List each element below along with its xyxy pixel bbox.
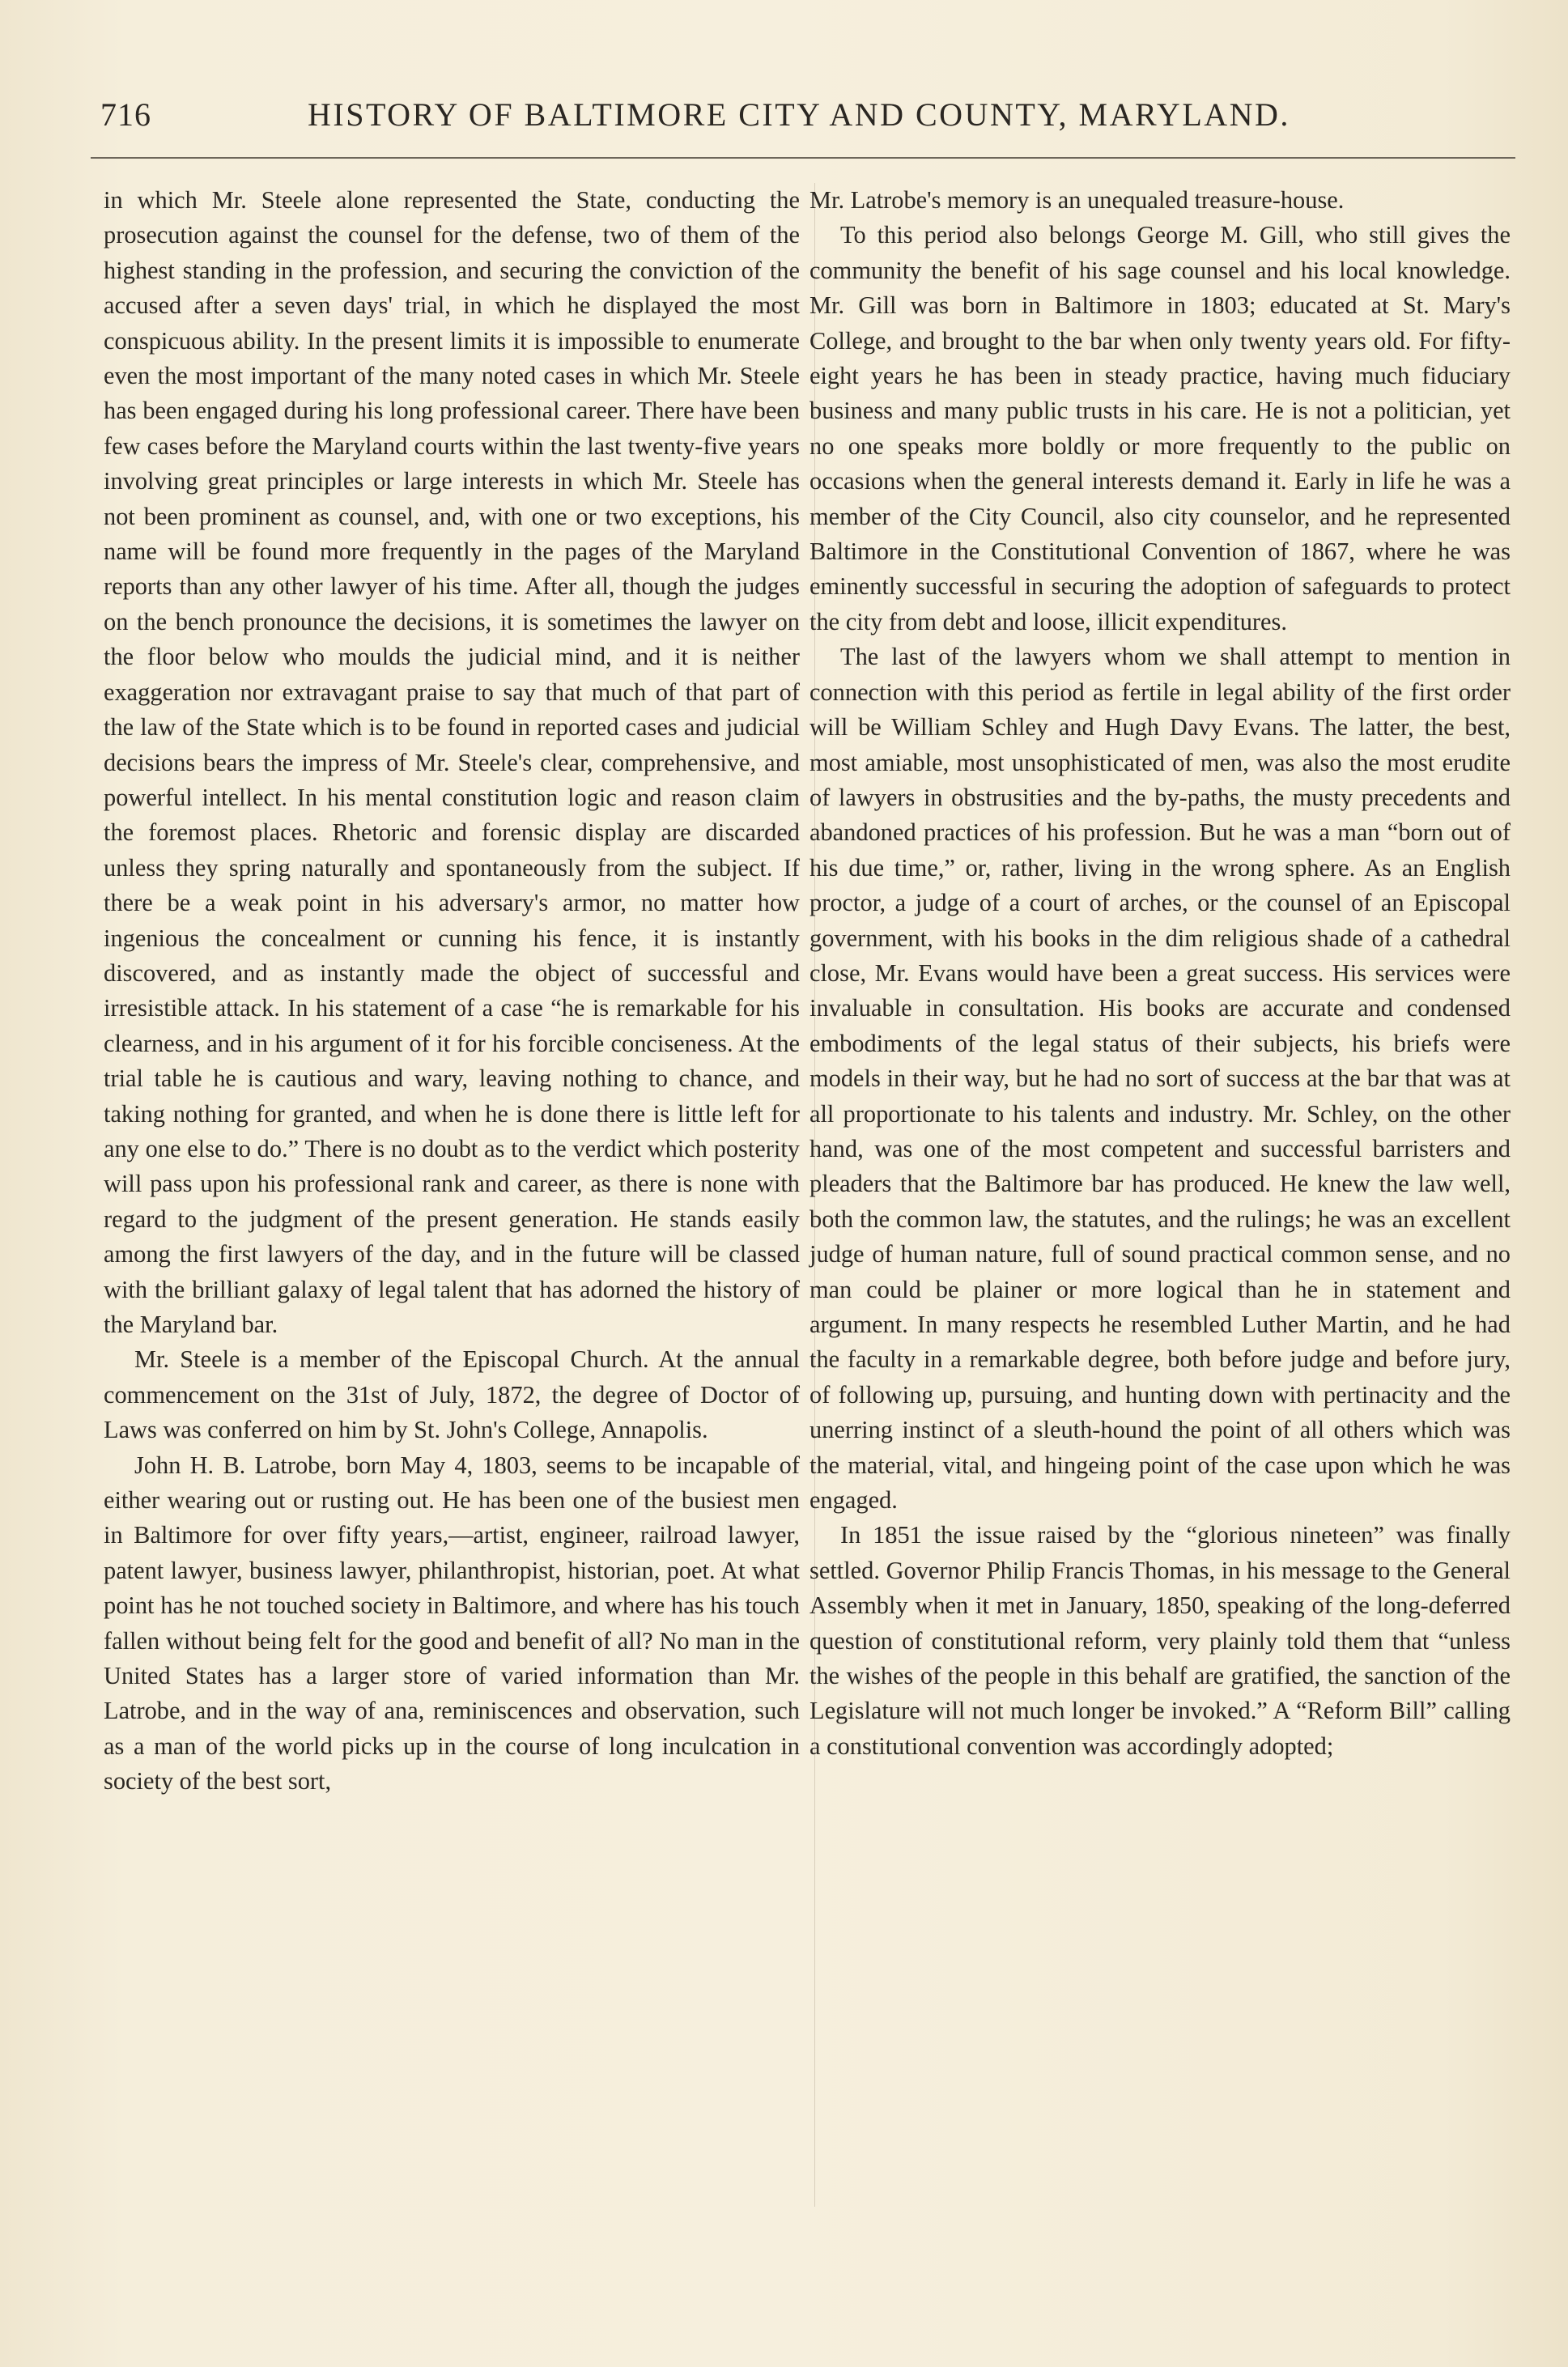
page-number: 716	[100, 96, 151, 133]
page-header	[91, 96, 1515, 144]
right-paragraph-1: Mr. Latrobe's memory is an unequaled treasure-house.	[809, 186, 1345, 214]
right-paragraph-4: In 1851 the issue raised by the “glorious nineteen” was finally settled. Governor Philip Francis Thomas, in his message to the General Assembly when it met in January, 1850, speaking of the long-deferred question of constitutional reform, very plainly told them that “unless the wishes of the people in this behalf are gratified, the sanction of the Legislature will not much longer be invoked.” A “Reform Bill” calling a constitutional convention was accordingly adopted;	[809, 1521, 1511, 1760]
left-column	[104, 183, 800, 1800]
right-paragraph-2: To this period also belongs George M. Gill, who still gives the community the benefit of his sage counsel and his local knowledge. Mr. Gill was born in Baltimore in 1803; educated at St. Mary's College, and brought to the bar when only twenty years old. For fifty-eight years he has been in steady practice, having much fiduciary business and many public trusts in his care. He is not a politician, yet no one speaks more boldly or more frequently to the public on occasions when the general interests demand it. Early in life he was a member of the City Council, also city counselor, and he represented Baltimore in the Constitutional Convention of 1867, where he was eminently successful in securing the adoption of safeguards to protect the city from debt and loose, illicit expenditures.	[809, 221, 1511, 635]
right-column	[809, 183, 1511, 1764]
left-paragraph-2: Mr. Steele is a member of the Episcopal Church. At the annual commencement on the 31st of July, 1872, the degree of Doctor of Laws was conferred on him by St. John's College, Annapolis.	[104, 1345, 800, 1444]
header-rule	[91, 157, 1515, 159]
running-title: HISTORY OF BALTIMORE CITY AND COUNTY, MARYLAND.	[308, 96, 1290, 133]
right-paragraph-3: The last of the lawyers whom we shall attempt to mention in connection with this period as fertile in legal ability of the first order will be William Schley and Hugh Davy Evans. The latter, the best, most amiable, most unsophisticated of men, was also the most erudite of lawyers in obstrusities and the by-paths, the musty precedents and abandoned practices of his profession. But he was a man “born out of his due time,” or, rather, living in the wrong sphere. As an English proctor, a judge of a court of arches, or the counsel of an Episcopal government, with his books in the dim religious shade of a cathedral close, Mr. Evans would have been a great success. His services were invaluable in consultation. His books are accurate and condensed embodiments of the legal status of their subjects, his briefs were models in their way, but he had no sort of success at the bar that was at all proportionate to his talents and industry. Mr. Schley, on the other hand, was one of the most competent and successful barristers and pleaders that the Baltimore bar has produced. He knew the law well, both the common law, the statutes, and the rulings; he was an excellent judge of human nature, full of sound practical common sense, and no man could be plainer or more logical than he in statement and argument. In many respects he resembled Luther Martin, and he had the faculty in a remarkable degree, both before judge and before jury, of following up, pursuing, and hunting down with pertinacity and the unerring instinct of a sleuth-hound the point of all others which was the material, vital, and hingeing point of the case upon which he was engaged.	[809, 643, 1511, 1515]
left-paragraph-1: in which Mr. Steele alone represented the State, conducting the prosecution against the counsel for the defense, two of them of the highest standing in the profession, and securing the conviction of the accused after a seven days' trial, in which he displayed the most conspicuous ability. In the present limits it is impossible to enumerate even the most important of the many noted cases in which Mr. Steele has been engaged during his long professional career. There have been few cases before the Maryland courts within the last twenty-five years involving great principles or large interests in which Mr. Steele has not been prominent as counsel, and, with one or two exceptions, his name will be found more frequently in the pages of the Maryland reports than any other lawyer of his time. After all, though the judges on the bench pronounce the decisions, it is sometimes the lawyer on the floor below who moulds the judicial mind, and it is neither exaggeration nor extravagant praise to say that much of that part of the law of the State which is to be found in reported cases and judicial decisions bears the impress of Mr. Steele's clear, comprehensive, and powerful intellect. In his mental constitution logic and reason claim the foremost places. Rhetoric and forensic display are discarded unless they spring naturally and spontaneously from the subject. If there be a weak point in his adversary's armor, no matter how ingenious the concealment or cunning his fence, it is instantly discovered, and as instantly made the object of successful and irresistible attack. In his statement of a case “he is remarkable for his clearness, and in his argument of it for his forcible conciseness. At the trial table he is cautious and wary, leaving nothing to chance, and taking nothing for granted, and when he is done there is little left for any one else to do.” There is no doubt as to the verdict which posterity will pass upon his professional rank and career, as there is none with regard to the judgment of the present generation. He stands easily among the first lawyers of the day, and in the future will be classed with the brilliant galaxy of legal talent that has adorned the history of the Maryland bar.	[104, 186, 800, 1338]
left-paragraph-3: John H. B. Latrobe, born May 4, 1803, seems to be incapable of either wearing out or rusting out. He has been one of the busiest men in Baltimore for over fifty years,—artist, engineer, railroad lawyer, patent lawyer, business lawyer, philanthropist, historian, poet. At what point has he not touched society in Baltimore, and where has his touch fallen without being felt for the good and benefit of all? No man in the United States has a larger store of varied information than Mr. Latrobe, and in the way of ana, reminiscences and observation, such as a man of the world picks up in the course of long inculcation in society of the best sort,	[104, 1451, 800, 1795]
